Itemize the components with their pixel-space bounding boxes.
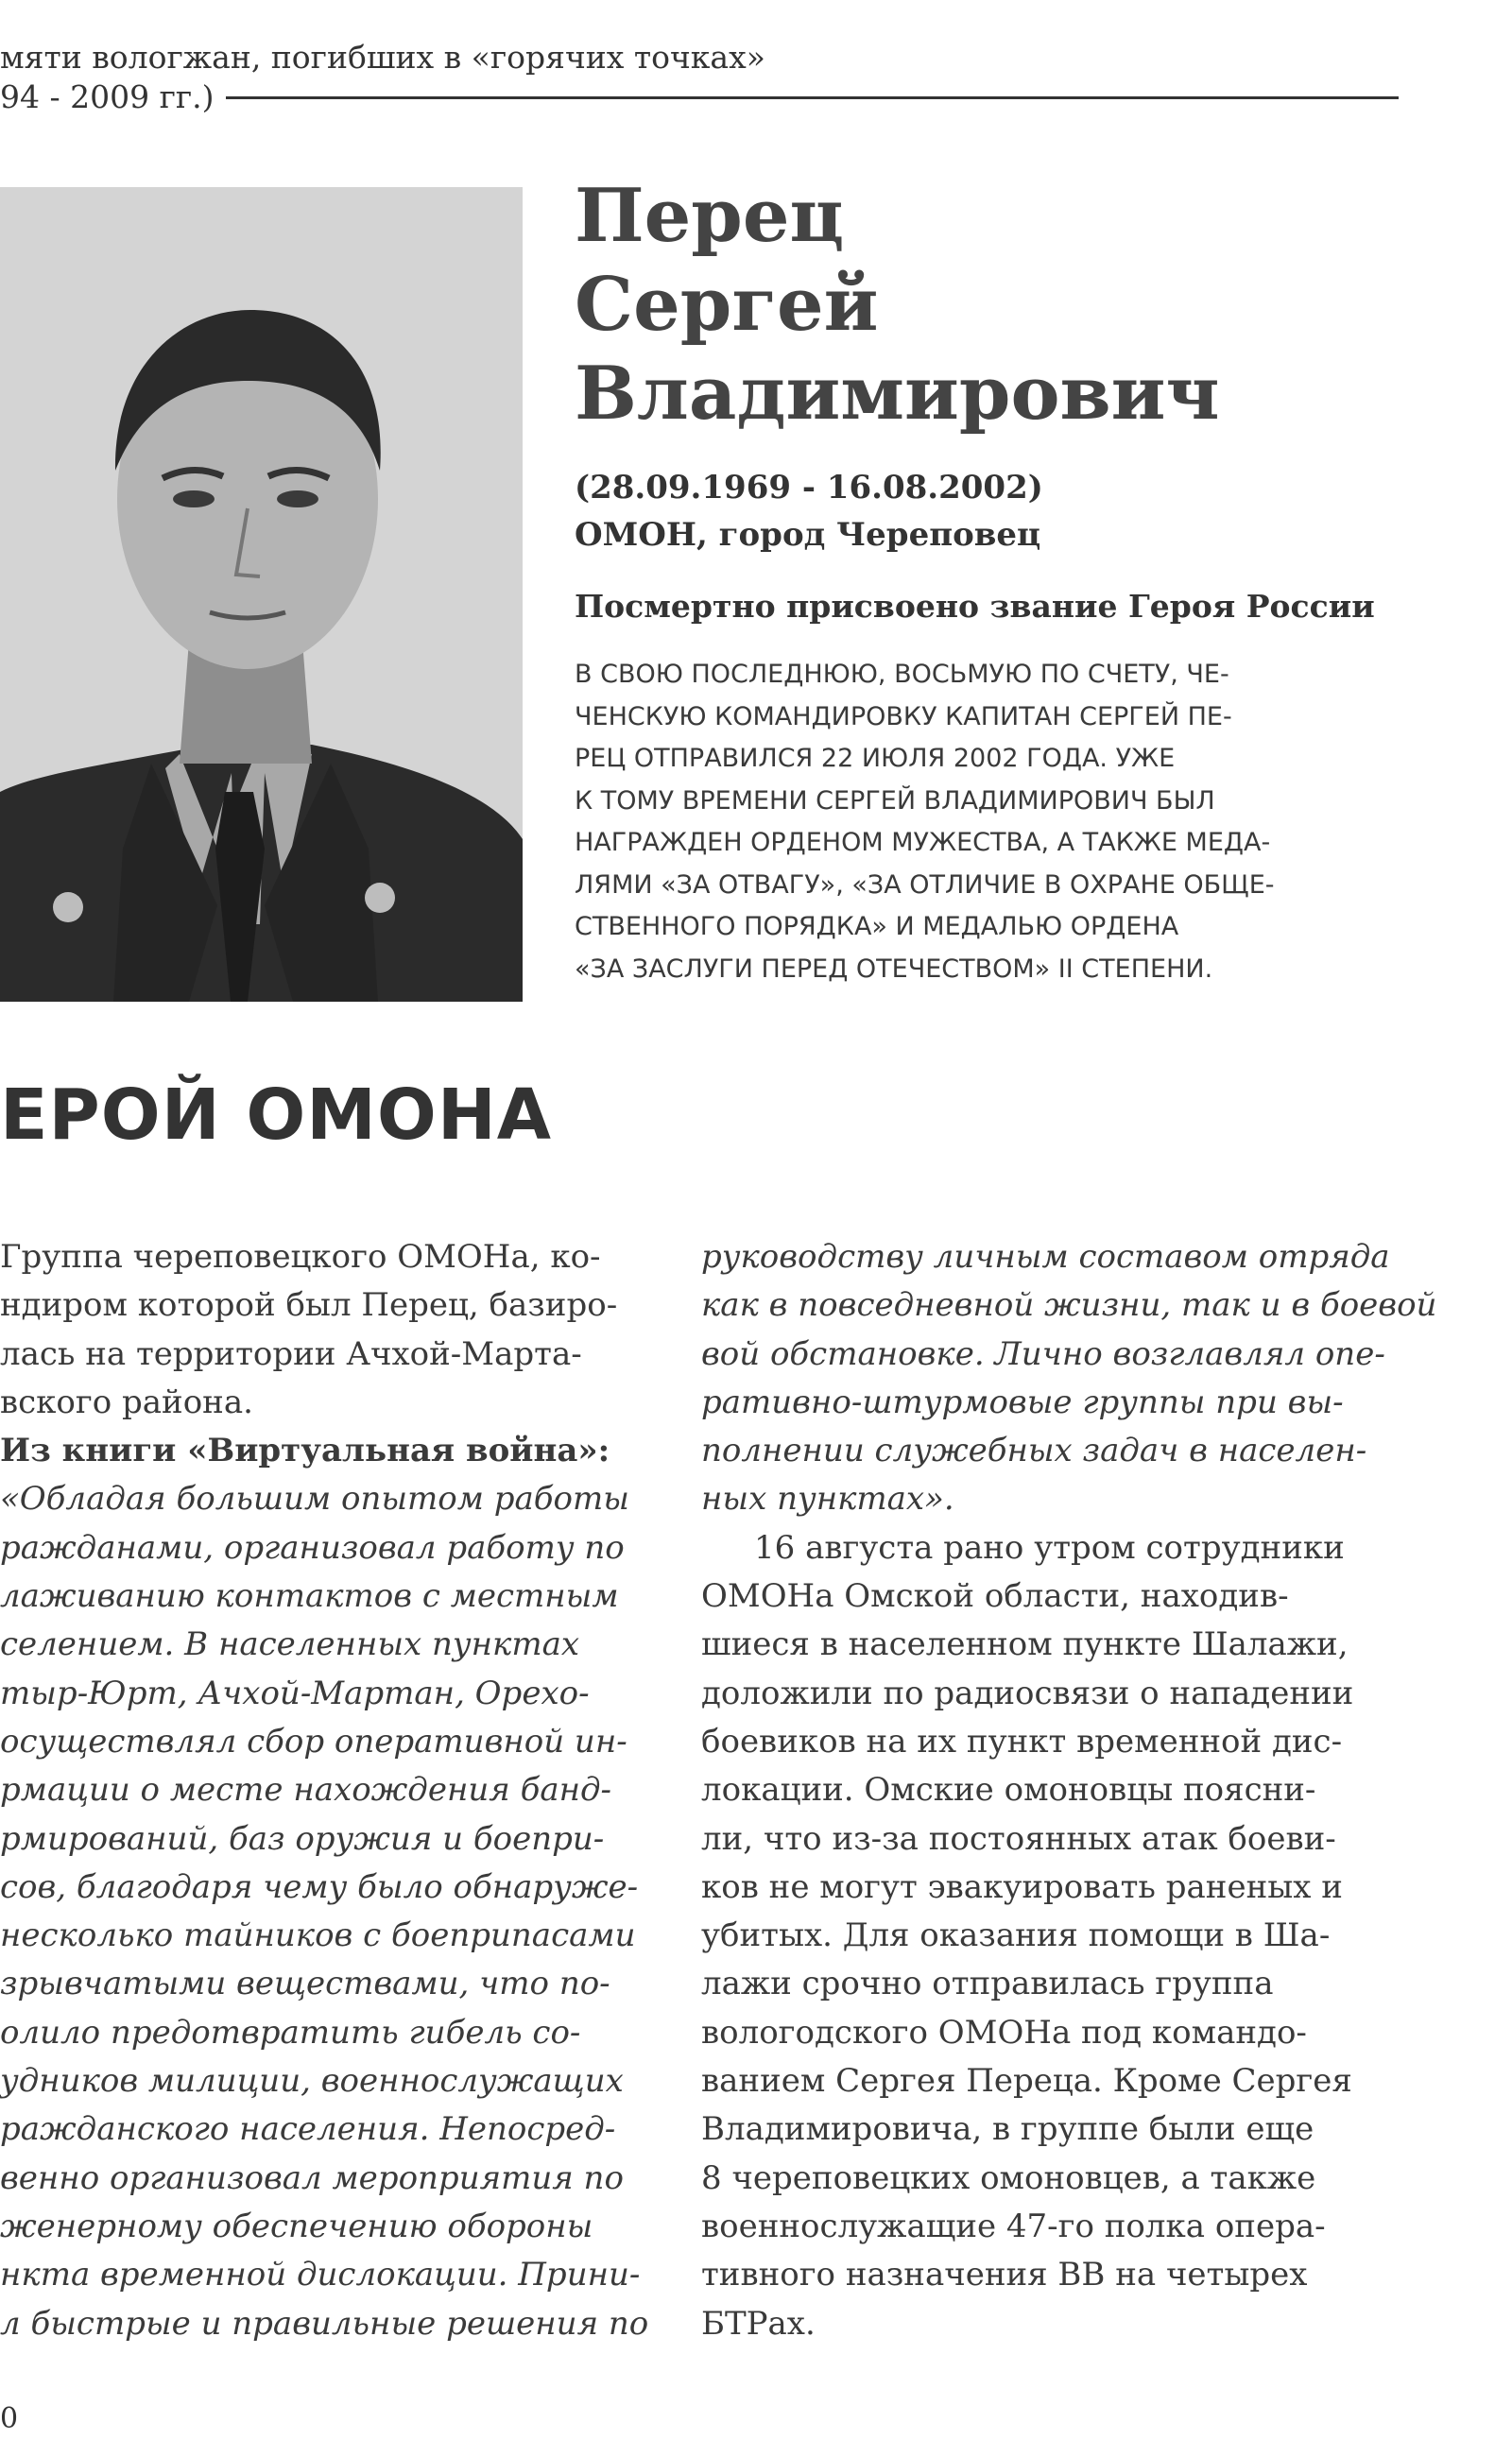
text-line: ражданского населения. Непосред-	[0, 2110, 616, 2149]
text-line: 16 августа рано утром сотрудники	[754, 1528, 1345, 1567]
intro-paragraph	[575, 654, 1399, 990]
intro-line: «ЗА ЗАСЛУГИ ПЕРЕД ОТЕЧЕСТВОМ» II СТЕПЕНИ.	[575, 954, 1213, 984]
text-line: локации. Омские омоновцы поясни-	[701, 1771, 1316, 1810]
hero-unit: ОМОН, город Череповец	[575, 516, 1041, 554]
text-line: рмации о месте нахождения банд-	[0, 1771, 612, 1810]
text-line: 8 череповецких омоновцев, а также	[701, 2158, 1316, 2197]
header-years-row	[0, 77, 1399, 117]
text-line: ных пунктах».	[701, 1480, 954, 1519]
text-line: БТРах.	[701, 2304, 816, 2343]
text-line: тыр-Юрт, Ачхой-Мартан, Орехо-	[0, 1674, 590, 1712]
text-line: вского района.	[0, 1383, 253, 1421]
text-line: ков не могут эвакуировать раненых и	[701, 1867, 1343, 1906]
text-line: руководству личным составом отряда	[701, 1238, 1390, 1276]
text-line: ративно-штурмовые группы при вы-	[701, 1383, 1344, 1421]
intro-line: ЧЕНСКУЮ КОМАНДИРОВКУ КАПИТАН СЕРГЕЙ ПЕ-	[575, 701, 1232, 731]
header-title: мяти вологжан, погибших в «горячих точках»	[0, 39, 765, 76]
text-line: шиеся в населенном пункте Шалажи,	[701, 1625, 1349, 1664]
running-header	[0, 38, 1399, 117]
text-line: осуществлял сбор оперативной ин-	[0, 1722, 627, 1761]
text-line: лажи срочно отправилась группа	[701, 1965, 1274, 2003]
text-line: Группа череповецкого ОМОНа, ко-	[0, 1238, 601, 1276]
text-line: ОМОНа Омской области, находив-	[701, 1577, 1289, 1616]
text-line: вой обстановке. Лично возглавлял опе-	[701, 1334, 1385, 1373]
text-line: военнослужащие 47-го полка опера-	[701, 2207, 1326, 2245]
text-line: л быстрые и правильные решения по	[0, 2304, 649, 2343]
text-line: полнении служебных задач в населен-	[701, 1432, 1367, 1470]
text-line: «Обладая большим опытом работы	[0, 1480, 629, 1519]
text-line: удников милиции, военнослужащих	[0, 2062, 624, 2101]
text-line: несколько тайников с боеприпасами	[0, 1916, 636, 1955]
text-line: вологодского ОМОНа под командо-	[701, 2013, 1307, 2052]
hero-life-dates: (28.09.1969 - 16.08.2002)	[575, 469, 1043, 507]
text-line: боевиков на их пункт временной дис-	[701, 1722, 1343, 1761]
text-line: сов, благодаря чему было обнаруже-	[0, 1867, 639, 1906]
text-line: тивного назначения ВВ на четырех	[701, 2256, 1308, 2294]
text-line: как в повседневной жизни, так и в боевой	[701, 1286, 1437, 1325]
header-years: 94 - 2009 гг.)	[0, 78, 215, 115]
text-line: доложили по радиосвязи о нападении	[701, 1674, 1354, 1712]
text-line: ванием Сергея Переца. Кроме Сергея	[701, 2062, 1352, 2101]
article-column-left	[0, 1233, 652, 2348]
text-line: женерному обеспечению обороны	[0, 2207, 593, 2245]
intro-line: К ТОМУ ВРЕМЕНИ СЕРГЕЙ ВЛАДИМИРОВИЧ БЫЛ	[575, 785, 1215, 816]
hero-surname: Перец	[575, 173, 845, 259]
intro-line: РЕЦ ОТПРАВИЛСЯ 22 ИЮЛЯ 2002 ГОДА. УЖЕ	[575, 744, 1176, 773]
hero-name-block	[575, 172, 1425, 438]
text-line: венно организовал мероприятия по	[0, 2158, 624, 2197]
intro-line: ЛЯМИ «ЗА ОТВАГУ», «ЗА ОТЛИЧИЕ В ОХРАНЕ ОБЩЕ-	[575, 869, 1275, 900]
text-line: ли, что из-за постоянных атак боеви-	[701, 1819, 1336, 1858]
text-line: Из книги «Виртуальная война»:	[0, 1432, 610, 1470]
header-rule	[226, 96, 1399, 99]
text-line: нкта временной дислокации. Прини-	[0, 2256, 641, 2294]
hero-patronymic: Владимирович	[575, 351, 1220, 437]
text-line: олило предотвратить гибель со-	[0, 2013, 581, 2052]
text-line: рмирований, баз оружия и боепри-	[0, 1819, 605, 1858]
intro-line: В СВОЮ ПОСЛЕДНЮЮ, ВОСЬМУЮ ПО СЧЕТУ, ЧЕ-	[575, 660, 1229, 689]
text-line: лась на территории Ачхой-Марта-	[0, 1334, 582, 1373]
text-line: Владимировича, в группе были еще	[701, 2110, 1314, 2149]
text-line: ражданами, организовал работу по	[0, 1528, 625, 1567]
article-column-right	[701, 1233, 1437, 2348]
hero-award: Посмертно присвоено звание Героя России	[575, 588, 1375, 625]
text-line: ндиром которой был Перец, базиро-	[0, 1286, 618, 1325]
text-line: лаживанию контактов с местным	[0, 1577, 619, 1616]
portrait-photo	[0, 187, 523, 1002]
intro-line: НАГРАЖДЕН ОРДЕНОМ МУЖЕСТВА, А ТАКЖЕ МЕДА-	[575, 828, 1271, 857]
text-line: селением. В населенных пунктах	[0, 1625, 580, 1664]
text-line: убитых. Для оказания помощи в Ша-	[701, 1916, 1331, 1955]
page-number: 0	[0, 2402, 19, 2435]
hero-first-name: Сергей	[575, 262, 879, 348]
intro-line: СТВЕННОГО ПОРЯДКА» И МЕДАЛЬЮ ОРДЕНА	[575, 912, 1179, 941]
text-line: зрывчатыми веществами, что по-	[0, 1965, 610, 2003]
section-title: ЕРОЙ ОМОНА	[0, 1074, 553, 1156]
